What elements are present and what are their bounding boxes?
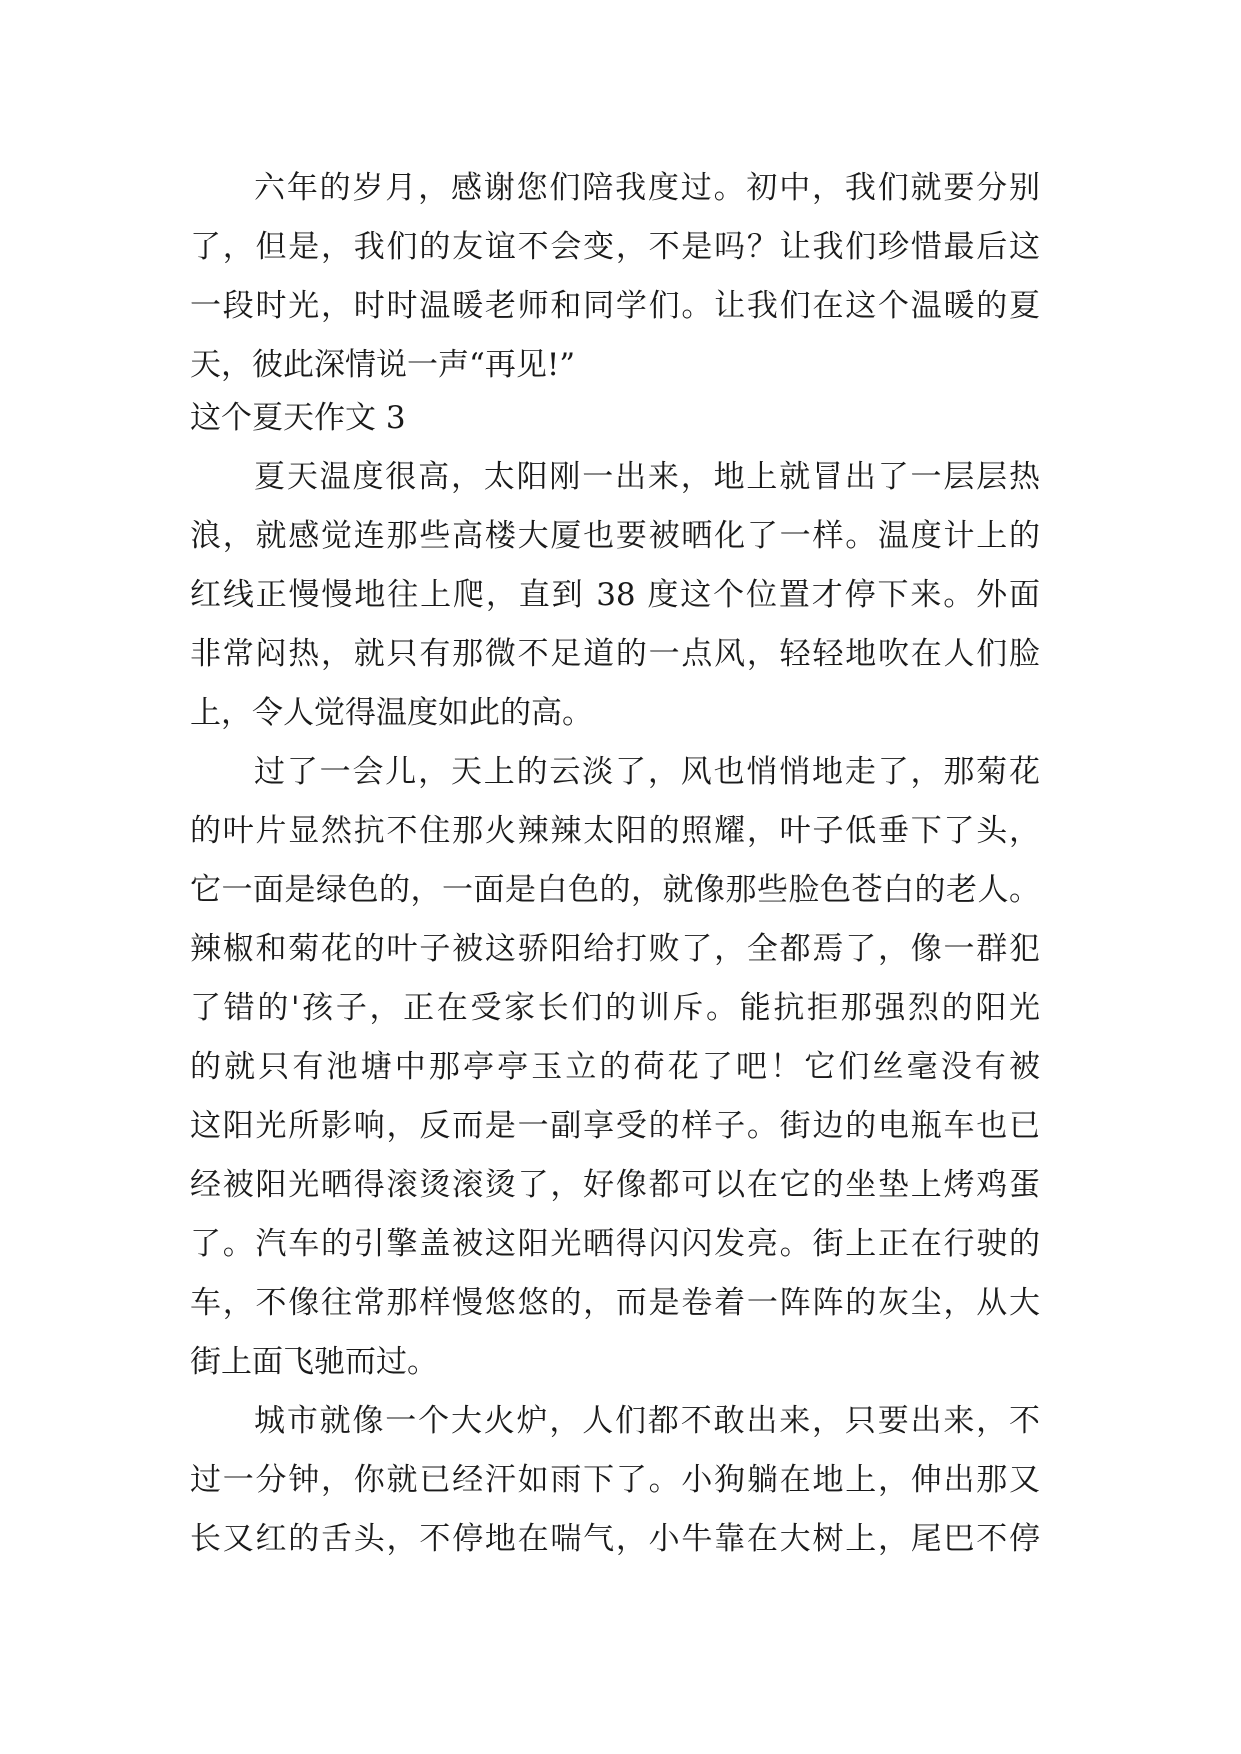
text-line: 这阳光所影响，反而是一副享受的样子。街边的电瓶车也已 — [190, 1108, 1040, 1144]
text-line: 城市就像一个大火炉，人们都不敢出来，只要出来，不 — [254, 1403, 1040, 1439]
section-title: 这个夏天作文 3 — [190, 400, 406, 436]
text-line: 车，不像往常那样慢悠悠的，而是卷着一阵阵的灰尘，从大 — [190, 1285, 1040, 1321]
text-line: 了。汽车的引擎盖被这阳光晒得闪闪发亮。街上正在行驶的 — [190, 1226, 1040, 1262]
text-line: 夏天温度很高，太阳刚一出来，地上就冒出了一层层热 — [254, 459, 1040, 495]
text-line: 了错的'孩子，正在受家长们的训斥。能抗拒那强烈的阳光 — [190, 990, 1040, 1026]
text-line: 街上面飞驰而过。 — [190, 1344, 438, 1380]
text-line: 过了一会儿，天上的云淡了，风也悄悄地走了，那菊花 — [254, 754, 1040, 790]
text-line: 六年的岁月，感谢您们陪我度过。初中，我们就要分别 — [254, 170, 1040, 206]
text-line: 浪，就感觉连那些高楼大厦也要被晒化了一样。温度计上的 — [190, 518, 1040, 554]
text-line: 的就只有池塘中那亭亭玉立的荷花了吧！它们丝毫没有被 — [190, 1049, 1040, 1085]
text-line: 天，彼此深情说一声“再见!” — [190, 347, 576, 383]
text-line: 红线正慢慢地往上爬，直到 38 度这个位置才停下来。外面 — [190, 577, 1040, 613]
text-line: 上，令人觉得温度如此的高。 — [190, 695, 593, 731]
text-line: 非常闷热，就只有那微不足道的一点风，轻轻地吹在人们脸 — [190, 636, 1040, 672]
text-line: 的叶片显然抗不住那火辣辣太阳的照耀，叶子低垂下了头， — [190, 813, 1040, 849]
text-line: 它一面是绿色的，一面是白色的，就像那些脸色苍白的老人。 — [190, 872, 1040, 908]
text-line: 长又红的舌头，不停地在喘气，小牛靠在大树上，尾巴不停 — [190, 1521, 1040, 1557]
text-line: 了，但是，我们的友谊不会变，不是吗？让我们珍惜最后这 — [190, 229, 1040, 265]
text-line: 过一分钟，你就已经汗如雨下了。小狗躺在地上，伸出那又 — [190, 1462, 1040, 1498]
text-line: 一段时光，时时温暖老师和同学们。让我们在这个温暖的夏 — [190, 288, 1040, 324]
text-line: 辣椒和菊花的叶子被这骄阳给打败了，全都焉了，像一群犯 — [190, 931, 1040, 967]
text-line: 经被阳光晒得滚烫滚烫了，好像都可以在它的坐垫上烤鸡蛋 — [190, 1167, 1040, 1203]
